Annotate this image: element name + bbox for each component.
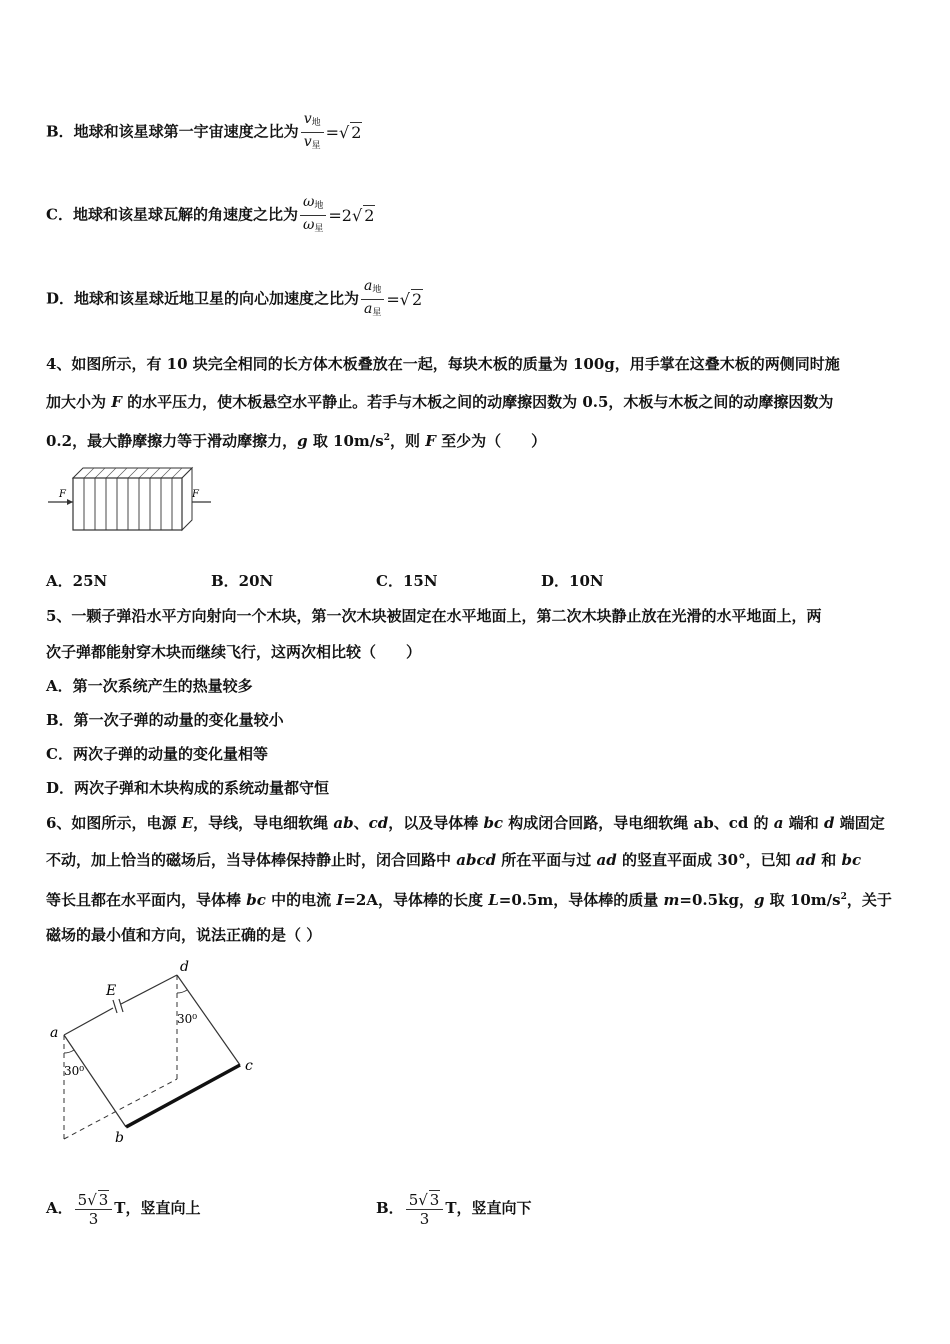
q5-stem-line-1: 5、一颗子弹沿水平方向射向一个木块，第一次木块被固定在水平地面上，第二次木块静止放在光滑的水平地面上，两: [46, 607, 822, 625]
label-b: b: [115, 1130, 124, 1145]
equation-rhs: =√ 2: [386, 290, 423, 309]
q3-option-d: [46, 277, 423, 322]
q6-option-b[interactable]: B． $\frac{5√ 3}{3}$ T，竖直向下: [376, 1191, 532, 1228]
q6-stem-line-4: 磁场的最小值和方向，说法正确的是（ ）: [46, 926, 322, 944]
equation-rhs: =√ 2: [325, 123, 362, 142]
q5-option-a[interactable]: A．第一次系统产生的热量较多: [46, 677, 253, 695]
label-c: c: [245, 1058, 253, 1074]
q4-option-c[interactable]: C．15N: [376, 572, 438, 590]
q5-option-d[interactable]: D．两次子弹和木块构成的系统动量都守恒: [46, 779, 330, 797]
angle-label-d: 30⁰: [177, 1012, 198, 1026]
option-text: D．地球和该星球近地卫星的向心加速度之比为: [46, 289, 360, 308]
force-label-left: F: [59, 489, 66, 500]
q3-option-c: [46, 193, 375, 238]
fraction: $\frac{5√ 3}{3}$: [406, 1190, 444, 1228]
q4-stem-line-2: 加大小为 F 的水平压力，使木板悬空水平静止。若手与木板之间的动摩擦因数为 0.5，木板与木板之间的动摩擦因数为: [46, 393, 834, 411]
q4-option-b[interactable]: B．20N: [211, 572, 274, 590]
q5-option-c[interactable]: C．两次子弹的动量的变化量相等: [46, 745, 268, 763]
q6-stem-line-3: 等长且都在水平面内，导体棒 bc 中的电流 I=2A，导体棒的长度 L=0.5m，导体棒的质量 m=0.5kg，g 取 $10m/s^2$，关于: [46, 891, 892, 909]
q4-option-a[interactable]: A．25N: [46, 572, 108, 590]
q6-stem-line-1: 6、如图所示，电源 E，导线，导电细软绳 ab、cd，以及导体棒 bc 构成闭合回路，导电细软绳 ab、cd 的 a 端和 d 端固定: [46, 814, 885, 832]
option-text: C．地球和该星球瓦解的角速度之比为: [46, 205, 298, 224]
angle-label-a: 30⁰: [64, 1064, 85, 1078]
q5-stem-line-2: 次子弹都能射穿木块而继续飞行，这两次相比较（ ）: [46, 643, 422, 661]
q6-circuit-figure: [44, 955, 264, 1145]
force-label-right: F: [192, 489, 199, 500]
fraction: $\frac{\omega_地}{\omega_星}$: [300, 193, 326, 238]
fraction: $\frac{v_地}{v_星}$: [301, 110, 324, 155]
fraction: $\frac{5√ 3}{3}$: [75, 1190, 113, 1228]
q3-option-b: [46, 110, 362, 155]
q6-option-a[interactable]: A． $\frac{5√ 3}{3}$ T，竖直向上: [46, 1191, 201, 1228]
option-text: B．地球和该星球第一宇宙速度之比为: [46, 122, 299, 141]
q4-stem-line-3: 0.2，最大静摩擦力等于滑动摩擦力，g 取 $10m/s^2$，则 F 至少为（ ）: [46, 432, 547, 450]
label-E: E: [106, 983, 117, 999]
q6-stem-line-2: 不动，加上恰当的磁场后，当导体棒保持静止时，闭合回路中 abcd 所在平面与过 ad 的竖直平面成 30°，已知 ad 和 bc: [46, 851, 862, 869]
label-d: d: [180, 959, 189, 975]
fraction: $\frac{a_地}{a_星}$: [361, 277, 384, 322]
equation-rhs: =2√ 2: [328, 206, 375, 225]
q4-option-d[interactable]: D．10N: [541, 572, 604, 590]
label-a: a: [50, 1025, 59, 1041]
q4-boards-figure: [46, 462, 216, 537]
q4-stem-line-1: 4、如图所示，有 10 块完全相同的长方体木板叠放在一起，每块木板的质量为 100g，用手掌在这叠木板的两侧同时施: [46, 355, 840, 373]
q5-option-b[interactable]: B．第一次子弹的动量的变化量较小: [46, 711, 284, 729]
